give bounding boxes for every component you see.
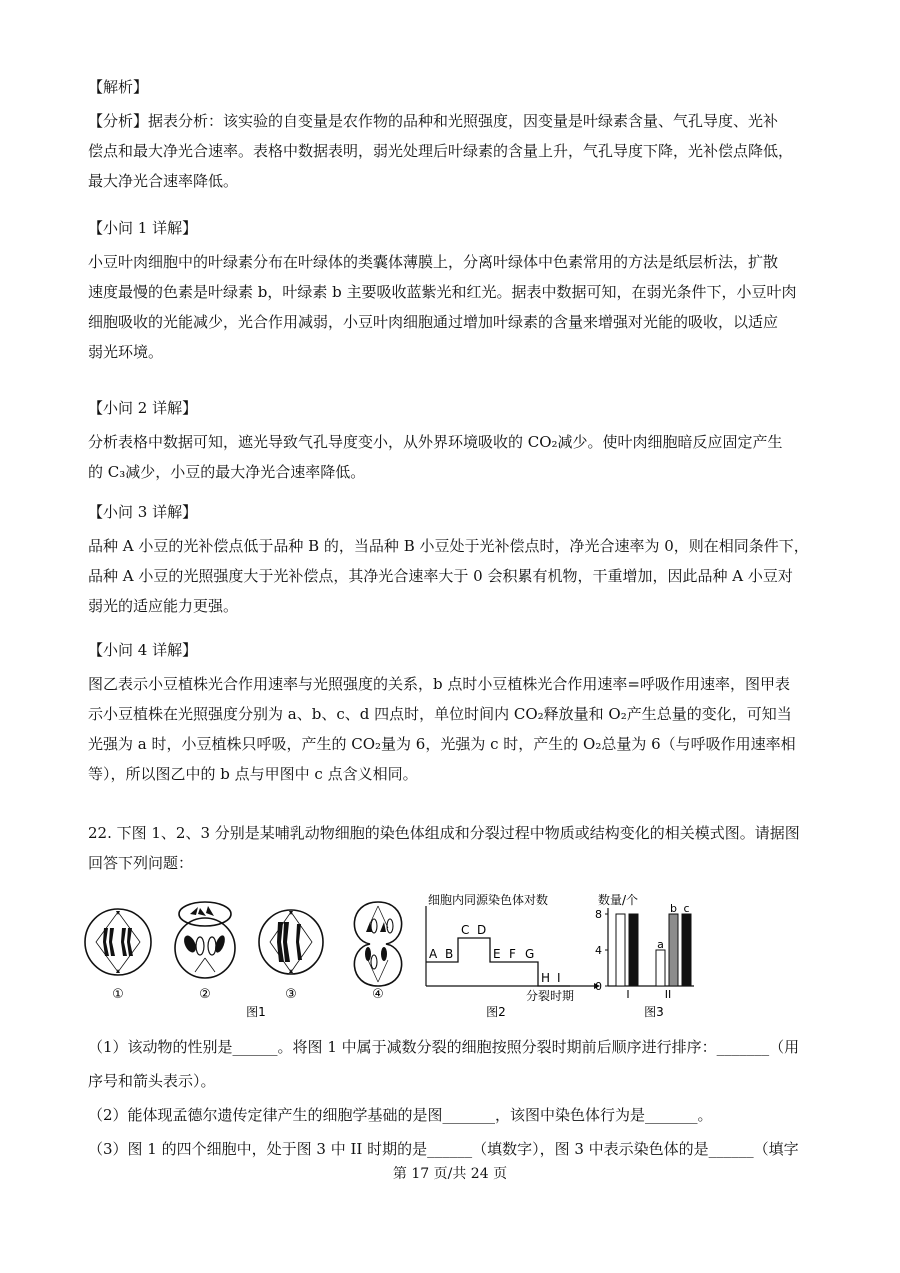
fig3-caption: 图3: [644, 1005, 664, 1019]
text-line: 分析表格中数据可知，遮光导致气孔导度变小，从外界环境吸收的 CO₂减少。使叶肉细胞暗反应固定产生: [88, 433, 783, 451]
text-line: 22. 下图 1、2、3 分别是某哺乳动物细胞的染色体组成和分裂过程中物质或结构变化的相关模式图。请据图: [88, 824, 800, 842]
text-line: 品种 A 小豆的光照强度大于光补偿点，其净光合速率大于 0 会积累有机物，干重增加，因此品种 A 小豆对: [88, 567, 793, 585]
q3-paragraph: [88, 531, 823, 621]
fig1-caption: 图1: [246, 1005, 266, 1019]
cell-4-diagram: [354, 902, 401, 986]
cell-3-diagram: [259, 910, 323, 974]
text-line: 光强为 a 时，小豆植株只呼吸，产生的 CO₂量为 6，光强为 c 时，产生的 O₂总量为 6（与呼吸作用速率相: [88, 735, 796, 753]
fig2-point-label: H: [541, 971, 551, 985]
fig3-tick-label: 0: [595, 980, 602, 993]
heading-jiexi: 【解析】: [88, 78, 149, 96]
cell-1-diagram: [85, 909, 151, 975]
fig3-bar-label: b: [670, 902, 677, 915]
fig3-bar: [682, 914, 691, 986]
fig2-point-label: F: [509, 947, 516, 961]
q1-title: 【小问 1 详解】: [88, 219, 198, 237]
q2-title: 【小问 2 详解】: [88, 399, 198, 417]
fig3-bar: [629, 914, 638, 986]
text-line: （3）图 1 的四个细胞中，处于图 3 中 II 时期的是______（填数字），图 3 中表示染色体的是______（填字: [88, 1140, 799, 1158]
fig2-point-label: A: [429, 947, 438, 961]
fig2-point-label: G: [525, 947, 535, 961]
fig3-category-label: I: [626, 988, 630, 1001]
text-line: 最大净光合速率降低。: [88, 172, 239, 190]
figures-area: [78, 892, 818, 1022]
fig2-caption: 图2: [486, 1005, 506, 1019]
text-line: 回答下列问题：: [88, 854, 194, 872]
fig3-tick-label: 4: [595, 944, 602, 957]
figure-3: [595, 892, 694, 1019]
fig3-tick-label: 8: [595, 908, 602, 921]
fig2-point-label: B: [445, 947, 454, 961]
text-line: 示小豆植株在光照强度分别为 a、b、c、d 四点时，单位时间内 CO₂释放量和 O₂产生总量的变化，可知当: [88, 705, 792, 723]
sub-questions: [88, 1030, 823, 1166]
text-line: 弱光环境。: [88, 343, 164, 361]
fig3-bar-label: a: [657, 938, 664, 951]
cell-label-1: ①: [112, 987, 124, 1002]
text-line: 细胞吸收的光能减少，光合作用减弱，小豆叶肉细胞通过增加叶绿素的含量来增强对光能的吸收，以适应: [88, 313, 779, 331]
fig3-bar: [656, 950, 665, 986]
text-line: （1）该动物的性别是______。将图 1 中属于减数分裂的细胞按照分裂时期前后顺序进行排序：_______（用: [88, 1038, 800, 1056]
q2-paragraph: [88, 427, 823, 487]
fig3-bar: [616, 914, 625, 986]
q3-title: 【小问 3 详解】: [88, 503, 198, 521]
figure-1: [85, 902, 402, 1019]
fig2-point-label: I: [557, 971, 561, 985]
fig3-ylabel: 数量/个: [598, 893, 639, 907]
cell-label-4: ④: [372, 987, 384, 1002]
cell-label-3: ③: [285, 987, 297, 1002]
text-line: 图乙表示小豆植株光合作用速率与光照强度的关系，b 点时小豆植株光合作用速率=呼吸作用速率，图甲表: [88, 675, 790, 693]
fig3-bar-label: c: [683, 902, 690, 915]
text-line: 速度最慢的色素是叶绿素 b，叶绿素 b 主要吸收蓝紫光和红光。据表中数据可知，在弱光条件下，小豆叶肉: [88, 283, 797, 301]
text-line: 等），所以图乙中的 b 点与甲图中 c 点含义相同。: [88, 765, 418, 783]
text-line: 的 C₃减少，小豆的最大净光合速率降低。: [88, 463, 366, 481]
cell-label-2: ②: [199, 987, 211, 1002]
figure-2: [426, 892, 600, 1019]
fig2-point-label: E: [493, 947, 501, 961]
text-line: 偿点和最大净光合速率。表格中数据表明，弱光处理后叶绿素的含量上升，气孔导度下降，光补偿点降低，: [88, 142, 794, 160]
text-line: （2）能体现孟德尔遗传定律产生的细胞学基础的是图_______，该图中染色体行为是_______。: [88, 1106, 713, 1124]
fig2-ylabel: 细胞内同源染色体对数: [428, 893, 549, 907]
text-line: 序号和箭头表示）。: [88, 1072, 216, 1090]
text-line: 品种 A 小豆的光补偿点低于品种 B 的，当品种 B 小豆处于光补偿点时，净光合速率为 0，则在相同条件下，: [88, 537, 809, 555]
fig2-point-label: D: [477, 923, 487, 937]
question-22: [88, 818, 823, 878]
page-footer: 第 17 页/共 24 页: [392, 1166, 508, 1182]
q1-paragraph: [88, 247, 823, 367]
q4-paragraph: [88, 669, 823, 789]
fig2-point-label: C: [461, 923, 470, 937]
text-line: 【分析】据表分析：该实验的自变量是农作物的品种和光照强度，因变量是叶绿素含量、气孔导度、光补: [88, 112, 779, 130]
text-line: 弱光的适应能力更强。: [88, 597, 239, 615]
fig2-xlabel: 分裂时期: [526, 989, 575, 1003]
analysis-paragraph: [88, 106, 823, 196]
cell-2-diagram: [175, 902, 235, 978]
text-line: 小豆叶肉细胞中的叶绿素分布在叶绿体的类囊体薄膜上，分离叶绿体中色素常用的方法是纸层析法，扩散: [88, 253, 779, 271]
q4-title: 【小问 4 详解】: [88, 641, 198, 659]
fig3-bar: [669, 914, 678, 986]
fig3-category-label: II: [664, 988, 672, 1001]
